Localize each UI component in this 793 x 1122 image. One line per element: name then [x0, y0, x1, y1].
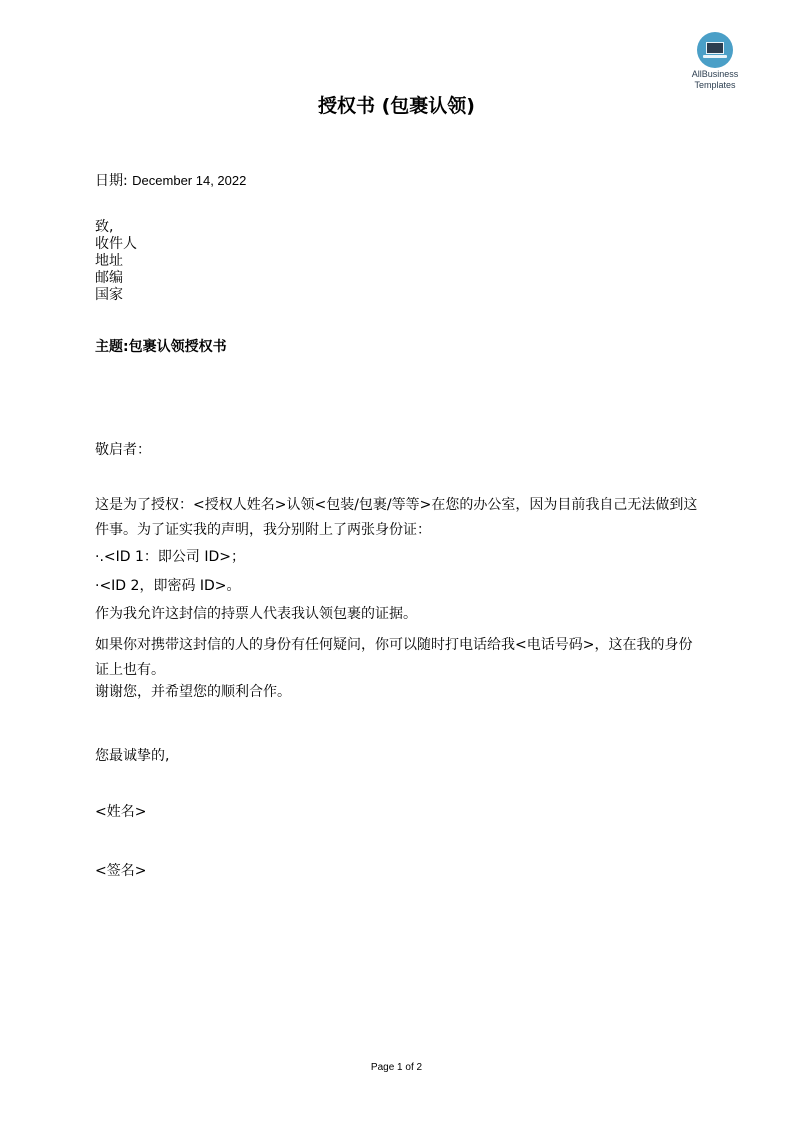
closing-line: 您最诚挚的,: [95, 748, 170, 764]
date-label: 日期:: [95, 173, 128, 189]
date-value: December 14, 2022: [132, 173, 247, 188]
brand-logo: [684, 32, 746, 90]
signature-placeholder: <签名>: [95, 863, 147, 879]
address-postcode: 邮编: [95, 270, 123, 286]
laptop-icon: [697, 32, 733, 68]
page-number: Page 1 of 2: [370, 1062, 423, 1073]
id-item-1: ·.<ID 1：即公司 ID>；: [95, 549, 245, 565]
address-country: 国家: [95, 287, 123, 303]
body-paragraph-2: 作为我允许这封信的持票人代表我认领包裹的证据。: [95, 606, 417, 622]
salutation: 敬启者：: [95, 442, 151, 458]
logo-text-line1: AllBusiness: [691, 69, 739, 79]
address-recipient: 收件人: [95, 236, 137, 252]
name-placeholder: <姓名>: [95, 804, 147, 820]
document-title: 授权书 (包裹认领): [318, 95, 475, 117]
body-paragraph-3: 如果你对携带这封信的人的身份有任何疑问，你可以随时打电话给我<电话号码>，这在我的身份证上也有。: [95, 637, 693, 678]
address-street: 地址: [95, 253, 123, 269]
id-item-2: ·<ID 2，即密码 ID>。: [95, 578, 241, 594]
address-to: 致,: [95, 219, 114, 235]
body-paragraph-1: 这是为了授权：<授权人姓名>认领<包装/包裹/等等>在您的办公室，因为目前我自己无法做到这件事。为了证实我的声明，我分别附上了两张身份证：: [95, 497, 698, 538]
date-line: [95, 172, 246, 190]
body-paragraph-4: 谢谢您，并希望您的顺利合作。: [95, 684, 291, 700]
subject-line: 主题:包裹认领授权书: [95, 339, 227, 355]
logo-text-line2: Templates: [694, 80, 736, 90]
